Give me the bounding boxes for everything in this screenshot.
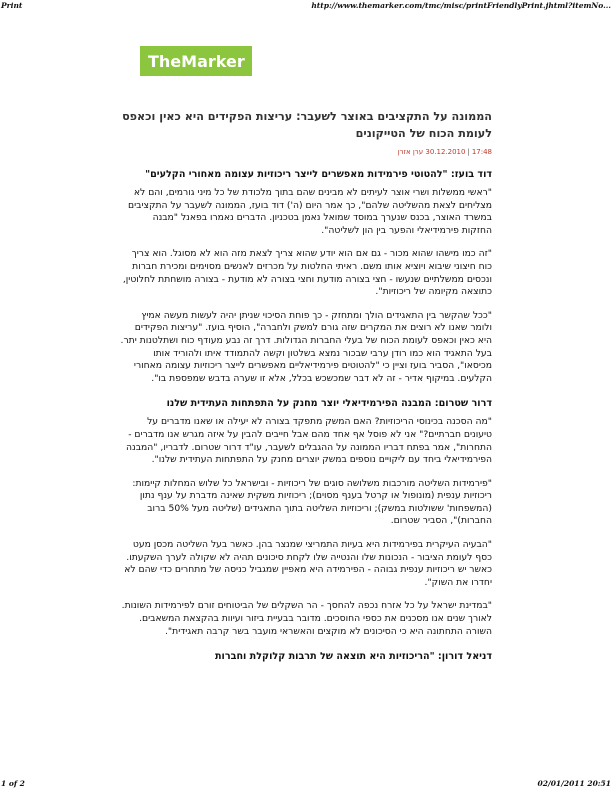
- print-timestamp: 02/01/2011 20:51: [537, 779, 611, 788]
- article-date: 30.12.2010: [425, 148, 466, 156]
- paragraph: "ככל שהקשר בין התאגידים הולך ומתחזק - כך פוחת הסיכוי שניתן יהיה לעשות מעשה אמיץ ולומר שאנו לא רוצים את המקרים שזה גורם למשק ולחברה", הוסיף בועז. "עריצות הפקידים היא כאין וכאפס לעומת הכוח של בעלי החברות הגדולות. דרך זה נבע מעודף כוח ושתלטנות יתר. בעל התאגיד הוא כמו רודן ערבי שבכור נמצא בשלטון וקשה להתמודד איתו ולהוריד אותו מכיסאו", הסביר בועז וציין כי "להטוטים פירמידיאליים מאפשרים לייצר ריכוזיות עצומה מאחורי הקלעים. במיקוף אדיר - זה לא דבר שמכשכש בכלל, אלא זו שערה בדבש שמפספת בו".: [120, 309, 492, 384]
- section-subheading: דניאל דורון: "הריכוזיות היא תוצאה של תרבות קלוקלת וחברות: [214, 651, 492, 663]
- section-boaz: [120, 168, 492, 385]
- paragraph: "זה כמו מישהו שהוא מכור - גם אם הוא יודע שהוא צריך לצאת מזה הוא לא מסוגל. הוא צריך כוח חיצוני שיבוא ויוציא אותו משם. ראיתי החלטות על מכרזים לאנשים מסוימים ומכירת חברות ונכסים ממשלתיים שנעשו - חצי בצורה מודעת וחצי בצורה לא מודעת - בצורה מושחתת לחלוטין, כתוצאה מקיומה של ריכוזיות".: [122, 248, 492, 298]
- paragraph: "במדינת ישראל על כל אזרח נכפה להחסך - הר השקלים של הביטוחים זורם לפירמידות השונות. לאורך שנים אנו מסכנים את כספי החוסכים. מדובר בבעיית ביזור ועיוות בהקצאת המשאבים. השורה התחתונה היא כי הסיכונים לא מוקצים והאשראי מועבר בשר קרבה תאגידית".: [121, 600, 492, 637]
- logo-text: TheMarker: [148, 52, 245, 71]
- article-byline: 17:48|30.12.2010 ערן אזרן: [397, 148, 492, 156]
- print-footer: [0, 778, 612, 790]
- page-count: 1 of 2: [1, 779, 25, 788]
- print-label: Print: [1, 1, 23, 10]
- paragraph: "פירמידות השליטה מורכבות משלושה סוגים של ריכוזיות - ובישראל כל שלוש המחלות קיימות: ריכוזיות ענפית (מונופול או קרטל בענף מסוים); ריכוזיות משקית שאינה מדברת על ענף נתון (המשפחות' ששולטות במשק); וריכוזיות השליטה בתוך התאגידים (שליטה מעל 50% ברוב החברות)", הסביר שטרום.: [132, 477, 492, 527]
- paragraph: "הבעיה העיקרית בפירמידות היא בעיות התמריצי שמנצר בהן. כאשר בעל השליטה מכסן מעט כסף לעומת הציבור - הנכונות שלו והנטייה שלו לקחת סיכונים תהיה לא שקולה לערך השקעתו. כאשר יש ריכוזיות ענפית גבוהה - הפירמידה היא מאפיין שמגביל כניסה של מתחרים כדי שהם לא יחדרו את השוק".: [124, 539, 492, 588]
- print-header: [0, 0, 612, 12]
- article-time: 17:48: [471, 148, 492, 156]
- section-shtrum: [120, 397, 492, 638]
- article: [120, 108, 492, 669]
- section-subheading: דוד בועז: "להטוטי פירמידות מאפשרים לייצר ריכוזיות עצומה מאחורי הקלעים": [145, 169, 492, 180]
- section-subheading: דרור שטרום: המבנה הפירמידיאלי יוצר מחנק על התפתחות העתידית שלנו: [166, 398, 492, 410]
- paragraph: "ראשי ממשלות ושרי אוצר לעיתים לא מבינים שהם בתוך מלכודת של כל מיני גורמים, והם לא מצליחים לצאת מהשליטה שלהם", כך אמר היום (ה') דוד בועז, הממונה לשעבר על התקציבים במשרד האוצר, בכנס שנערך במוסד שמואל נאמן בטכניון. הדברים נאמרו בפאנל "מבנה החזקות פירמידיאלי והפער בין הון לשליטה".: [128, 187, 492, 236]
- section-doron: [120, 650, 492, 663]
- article-author[interactable]: ערן אזרן: [397, 148, 424, 156]
- print-url: http://www.themarker.com/tmc/misc/printFriendlyPrint.jhtml?itemNo...: [311, 1, 611, 10]
- themarker-logo: [140, 46, 252, 76]
- article-headline: הממונה על התקציבים באוצר לשעבר: עריצות הפקידים היא כאין וכאפס לעומת הכוח של הטייקונים: [122, 110, 492, 140]
- paragraph: "מה הסכנה בכינוסי הריכוזיות? האם המשק מתפקד בצורה לא יעילה או שאנו מדברים על טיעונים חברתיים?" אני לא פוסל אף אחד מהם אבל חייבים להבין על איזה מגרש אנו מדברים - התחרות", אמר בפתח דבריו הממונה על ההגבלים לשעבר, עו"ד דרור שטרום. לדבריו, "המבנה הפירמידיאלי ביחד עם ליקויים נוספים במשק יוצרים מחנק על התפתחות העתידית שלנו".: [126, 416, 492, 466]
